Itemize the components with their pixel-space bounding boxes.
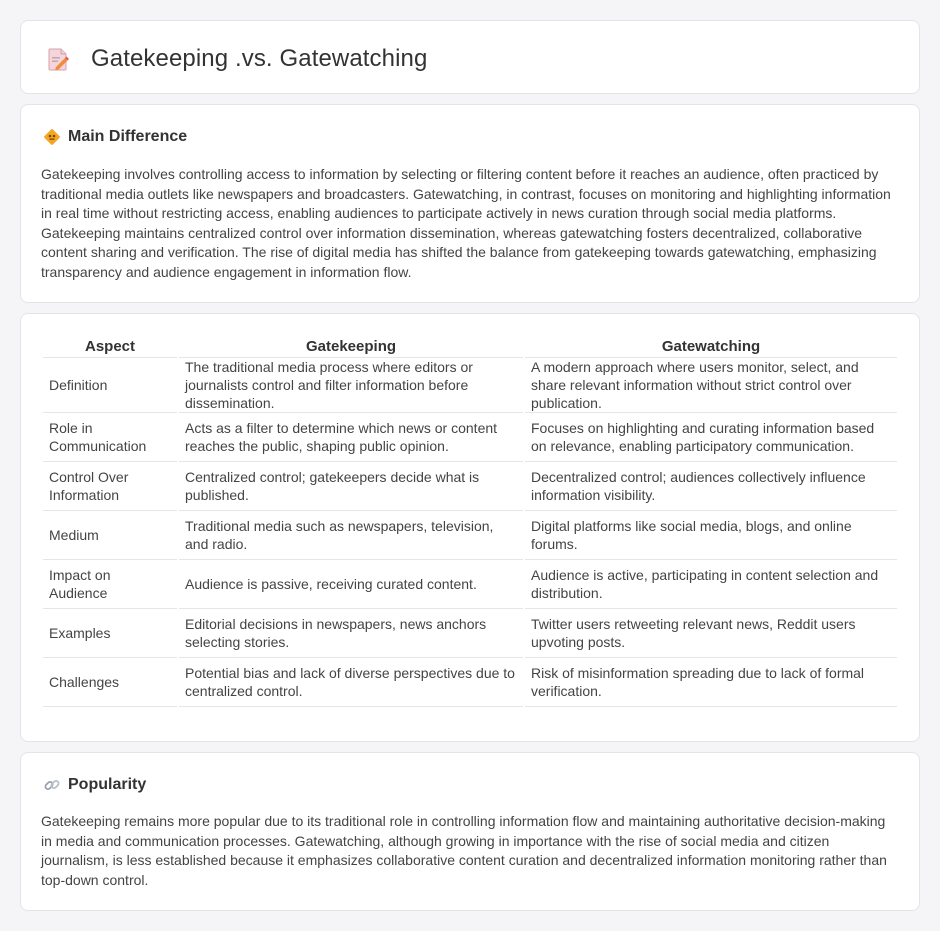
column-header-gatewatching: Gatewatching [525, 336, 897, 358]
gatewatching-cell: Digital platforms like social media, blogs, and online forums. [525, 511, 897, 560]
link-icon [43, 776, 61, 794]
gatekeeping-cell: Editorial decisions in newspapers, news anchors selecting stories. [179, 609, 523, 658]
table-row [43, 413, 897, 462]
aspect-cell: Examples [43, 609, 177, 658]
aspect-cell: Challenges [43, 658, 177, 707]
gatewatching-cell: Risk of misinformation spreading due to lack of formal verification. [525, 658, 897, 707]
main-difference-text: Gatekeeping involves controlling access to information by selecting or filtering content before it reaches an audience, often practiced by traditional media outlets like newspapers and broadcasters. Gatewatching, in contrast, focuses on monitoring and highlighting information in real time without restricting access, enabling audiences to participate actively in news curation through social media platforms. Gatekeeping maintains centralized control over information dissemination, whereas gatewatching fosters decentralized, collaborative content sharing and verification. The rise of digital media has shifted the balance from gatekeeping towards gatewatching, emphasizing transparency and audience engagement in information flow. [41, 166, 891, 280]
column-header-gatekeeping: Gatekeeping [179, 336, 523, 358]
gatewatching-cell: Twitter users retweeting relevant news, Reddit users upvoting posts. [525, 609, 897, 658]
aspect-cell: Control Over Information [43, 462, 177, 511]
gatekeeping-cell: Potential bias and lack of diverse perspectives due to centralized control. [179, 658, 523, 707]
aspect-cell: Role in Communication [43, 413, 177, 462]
table-header-row [43, 336, 897, 358]
table-row [43, 658, 897, 707]
comparison-table-card [20, 313, 920, 742]
gatekeeping-cell: Traditional media such as newspapers, television, and radio. [179, 511, 523, 560]
table-row [43, 560, 897, 609]
aspect-cell: Definition [43, 358, 177, 413]
table-row [43, 609, 897, 658]
comparison-table [41, 336, 899, 707]
column-header-aspect: Aspect [43, 336, 177, 358]
gatekeeping-cell: Centralized control; gatekeepers decide what is published. [179, 462, 523, 511]
header-card [20, 20, 920, 94]
main-difference-card [20, 104, 920, 303]
aspect-cell: Medium [43, 511, 177, 560]
popularity-card [20, 752, 920, 911]
gatekeeping-cell: Acts as a filter to determine which news or content reaches the public, shaping public opinion. [179, 413, 523, 462]
table-row [43, 462, 897, 511]
page-title: Gatekeeping .vs. Gatewatching [91, 45, 428, 72]
gatewatching-cell: Decentralized control; audiences collectively influence information visibility. [525, 462, 897, 511]
table-row [43, 358, 897, 413]
gatewatching-cell: Audience is active, participating in content selection and distribution. [525, 560, 897, 609]
diamond-sign-icon [43, 128, 61, 146]
gatewatching-cell: Focuses on highlighting and curating information based on relevance, enabling participatory communication. [525, 413, 897, 462]
document-pencil-icon [47, 47, 69, 71]
popularity-text: Gatekeeping remains more popular due to its traditional role in controlling information flow and maintaining authoritative decision-making in media and communication processes. Gatewatching, although growing in importance with the rise of social media and citizen journalism, is less established because it emphasizes collaborative content curation and decentralized information monitoring rather than top-down control. [41, 813, 887, 888]
popularity-title: Popularity [68, 776, 147, 793]
gatekeeping-cell: The traditional media process where editors or journalists control and filter information before dissemination. [179, 358, 523, 413]
gatewatching-cell: A modern approach where users monitor, select, and share relevant information without strict control over publication. [525, 358, 897, 413]
table-row [43, 511, 897, 560]
gatekeeping-cell: Audience is passive, receiving curated content. [179, 560, 523, 609]
main-difference-title: Main Difference [68, 128, 188, 145]
aspect-cell: Impact on Audience [43, 560, 177, 609]
